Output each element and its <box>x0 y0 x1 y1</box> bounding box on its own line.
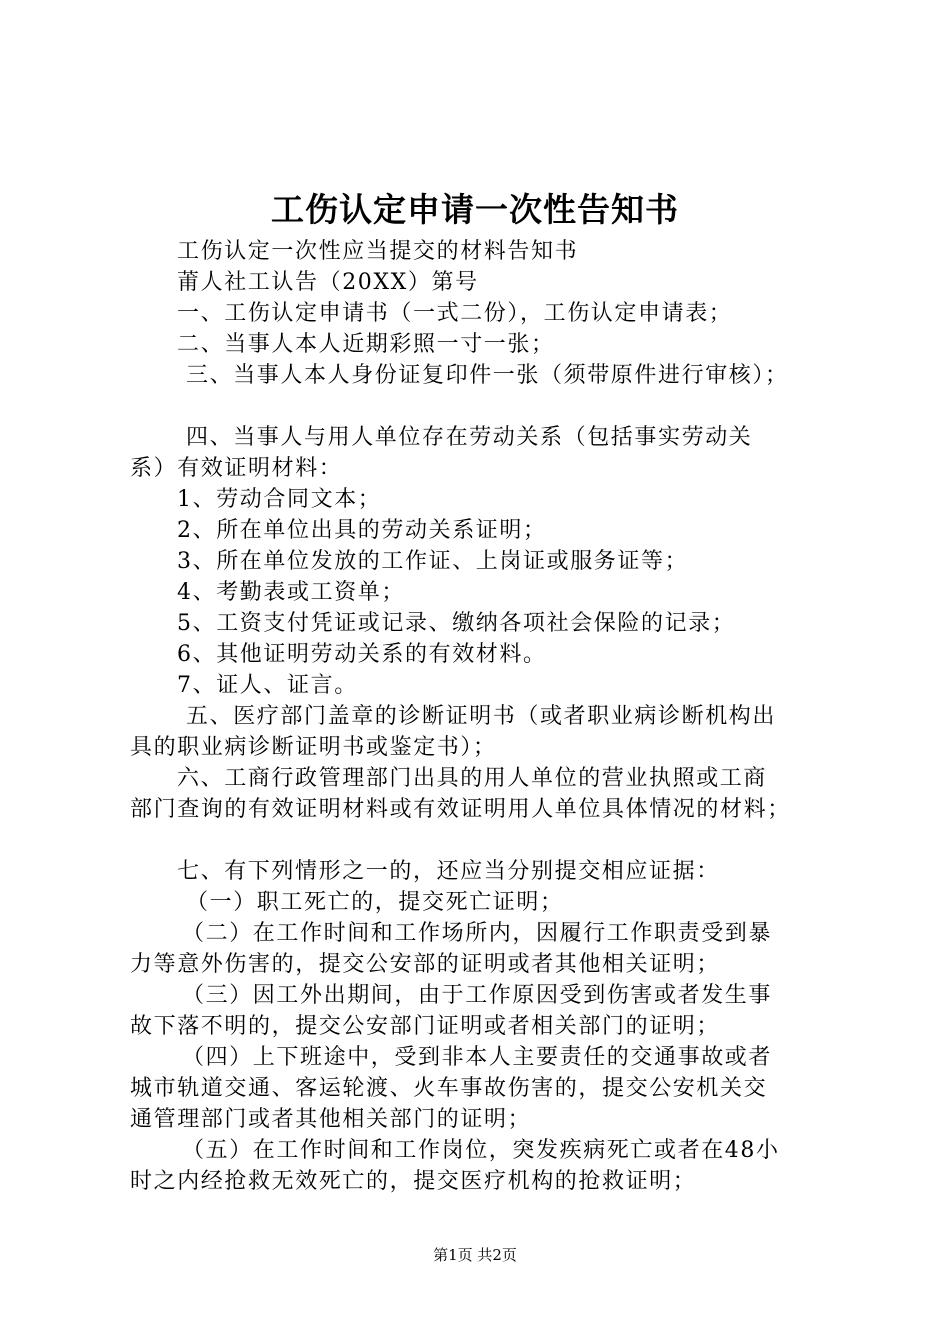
paragraph-item-4-cont: 系）有效证明材料： <box>130 456 343 481</box>
list-item: 6、其他证明劳动关系的有效材料。 <box>177 642 547 667</box>
paragraph-subtitle: 工伤认定一次性应当提交的材料告知书 <box>177 239 579 264</box>
paragraph-item-1: 一、工伤认定申请书（一式二份），工伤认定申请表； <box>177 301 733 326</box>
blank-line <box>130 391 842 422</box>
paragraph-item-2: 二、当事人本人近期彩照一寸一张； <box>177 332 555 357</box>
sub-item: （五）在工作时间和工作岗位，突发疾病死亡或者在48小 <box>182 1138 780 1163</box>
blank-line <box>130 825 842 856</box>
paragraph-item-7: 七、有下列情形之一的，还应当分别提交相应证据： <box>177 859 720 884</box>
sub-item-cont: 通管理部门或者其他相关部门的证明； <box>130 1107 532 1132</box>
sub-item: （四）上下班途中，受到非本人主要责任的交通事故或者 <box>182 1045 773 1070</box>
paragraph-reference-number: 莆人社工认告（20XX）第号 <box>177 270 479 295</box>
list-item: 3、所在单位发放的工作证、上岗证或服务证等； <box>177 549 689 574</box>
list-item: 1、劳动合同文本； <box>177 487 382 512</box>
paragraph-item-3: 三、当事人本人身份证复印件一张（须带原件进行审核）； <box>186 363 789 388</box>
page-footer: 第1页 共2页 <box>433 1246 517 1264</box>
paragraph-item-4: 四、当事人与用人单位存在劳动关系（包括事实劳动关 <box>186 425 753 450</box>
sub-item-cont: 故下落不明的，提交公安部门证明或者相关部门的证明； <box>130 1014 721 1039</box>
paragraph-item-6: 六、工商行政管理部门出具的用人单位的营业执照或工商 <box>177 766 768 791</box>
sub-item: （二）在工作时间和工作场所内，因履行工作职责受到暴 <box>182 921 773 946</box>
list-item: 7、证人、证言。 <box>177 673 358 698</box>
sub-item: （一）职工死亡的，提交死亡证明； <box>186 890 564 915</box>
list-item: 2、所在单位出具的劳动关系证明； <box>177 518 547 543</box>
list-item: 5、工资支付凭证或记录、缴纳各项社会保险的记录； <box>177 611 736 636</box>
paragraph-item-5: 五、医疗部门盖章的诊断证明书（或者职业病诊断机构出 <box>186 704 777 729</box>
document-body <box>130 236 842 1197</box>
sub-item-cont: 时之内经抢救无效死亡的，提交医疗机构的抢救证明； <box>130 1169 697 1194</box>
list-item: 4、考勤表或工资单； <box>177 580 405 605</box>
sub-item-cont: 力等意外伤害的，提交公安部的证明或者其他相关证明； <box>130 952 721 977</box>
sub-item-cont: 城市轨道交通、客运轮渡、火车事故伤害的，提交公安机关交 <box>130 1076 768 1101</box>
sub-item: （三）因工外出期间，由于工作原因受到伤害或者发生事 <box>182 983 773 1008</box>
document-title: 工伤认定申请一次性告知书 <box>271 190 679 229</box>
paragraph-item-5-cont: 具的职业病诊断证明书或鉴定书）； <box>130 735 497 760</box>
paragraph-item-6-cont: 部门查询的有效证明材料或有效证明用人单位具体情况的材料； <box>130 797 791 822</box>
